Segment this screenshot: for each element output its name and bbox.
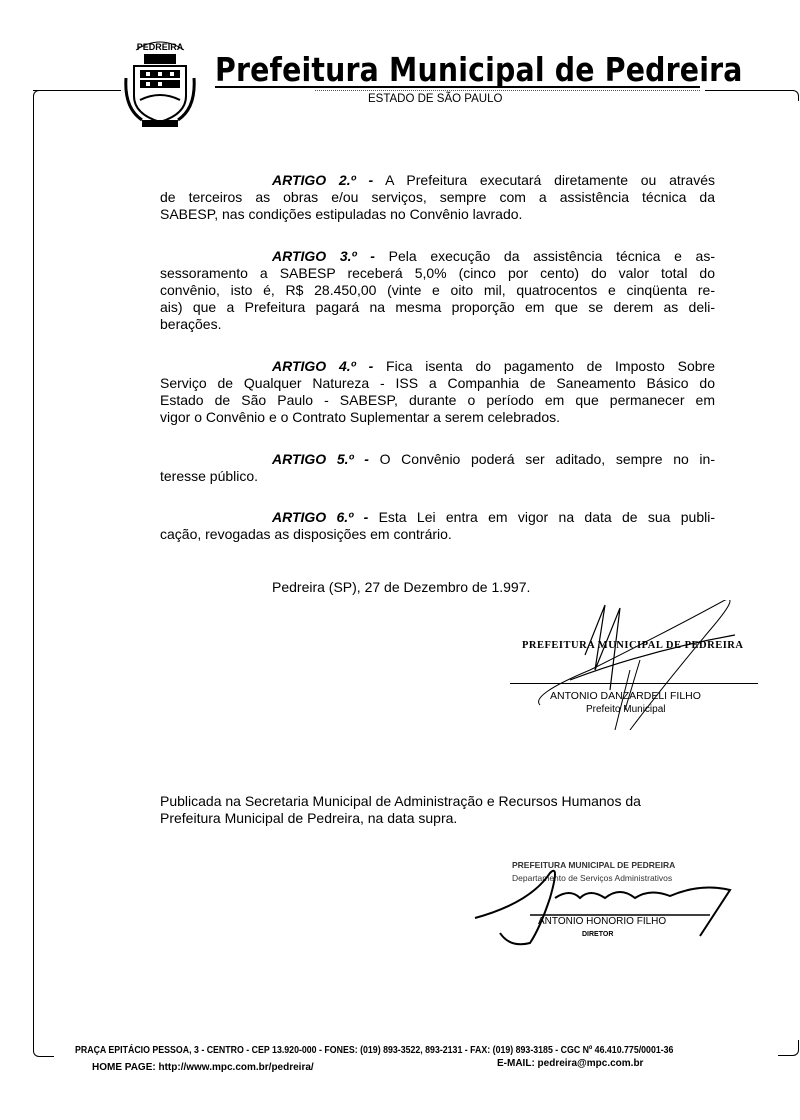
page-frame-top-right [705, 90, 799, 101]
director-signature-block [470, 858, 750, 953]
article-text: sessoramento a SABESP receberá 5,0% (cinco por cento) do valor total do [160, 265, 715, 281]
article-5 [160, 451, 715, 485]
article-text: ais) que a Prefeitura pagará na mesma proporção em que se derem as deli- [160, 299, 715, 315]
title-underline-dotted [315, 90, 700, 91]
handwritten-signature [470, 858, 750, 953]
article-text: A Prefeitura executará diretamente ou através [373, 172, 715, 188]
article-text: de terceiros as obras e/ou serviços, sempre com a assistência técnica da [160, 189, 715, 205]
article-text: berações. [160, 316, 222, 332]
article-label: ARTIGO 4.º - [272, 358, 374, 374]
publication-line: Prefeitura Municipal de Pedreira, na data supra. [160, 810, 458, 826]
mayor-signature-block [510, 600, 760, 730]
article-text: vigor o Convênio e o Contrato Suplementar a serem celebrados. [160, 409, 560, 425]
article-label: ARTIGO 5.º - [272, 451, 369, 467]
article-text: convênio, isto é, R$ 28.450,00 (vinte e oito mil, quatrocentos e cinqüenta re- [160, 282, 715, 298]
article-text: cação, revogadas as disposições em contrário. [160, 526, 452, 542]
article-text: Pela execução da assistência técnica e as- [374, 248, 715, 264]
article-4 [160, 358, 715, 426]
article-label: ARTIGO 2.º - [272, 172, 374, 188]
state-subtitle: ESTADO DE SÃO PAULO [368, 93, 503, 105]
signer-name: ANTONIO DANZARDELI FILHO [550, 690, 701, 702]
article-3 [160, 248, 715, 333]
article-text: Serviço de Qualquer Natureza - ISS a Companhia de Saneamento Básico do [160, 375, 715, 391]
signer-role: DIRETOR [582, 931, 614, 938]
svg-text:PEDREIRA: PEDREIRA [136, 42, 184, 52]
footer-email[interactable]: E-MAIL: pedreira@mpc.com.br [497, 1058, 644, 1069]
signer-role: Prefeito Municipal [586, 704, 666, 715]
municipal-crest-logo [122, 38, 198, 130]
department-text: Departamento de Serviços Administrativos [512, 873, 673, 883]
publication-line: Publicada na Secretaria Municipal de Administração e Recursos Humanos da [160, 793, 641, 809]
publication-note [160, 793, 641, 827]
article-text: teresse público. [160, 468, 259, 484]
article-text: Fica isenta do pagamento de Imposto Sobre [373, 358, 715, 374]
article-label: ARTIGO 3.º - [272, 248, 375, 264]
title-underline [215, 86, 700, 88]
date-line: Pedreira (SP), 27 de Dezembro de 1.997. [272, 579, 531, 595]
article-text: Estado de São Paulo - SABESP, durante o período em que permanecer em [160, 392, 715, 408]
stamp-text: PREFEITURA MUNICIPAL DE PEDREIRA [512, 860, 676, 870]
stamp-text: PREFEITURA MUNICIPAL DE PEDREIRA [522, 640, 744, 651]
handwritten-signature [510, 600, 760, 730]
article-text: O Convênio poderá ser aditado, sempre no in- [368, 451, 715, 467]
article-text: Esta Lei entra em vigor na data de sua publi- [368, 509, 715, 525]
article-text: SABESP, nas condições estipuladas no Convênio lavrado. [160, 206, 523, 222]
article-2 [160, 172, 715, 223]
page-title: Prefeitura Municipal de Pedreira [215, 50, 743, 89]
footer-homepage[interactable]: HOME PAGE: http://www.mpc.com.br/pedreira/ [92, 1062, 314, 1073]
footer-address: PRAÇA EPITÁCIO PESSOA, 3 - CENTRO - CEP 13.920-000 - FONES: (019) 893-3522, 893-2131 - FAX: (019) 893-3185 - CGC Nº 46.410.775/0001-36 [75, 1045, 674, 1056]
page-frame-bottom-right [778, 1040, 799, 1056]
page-frame-left [33, 90, 54, 1057]
article-label: ARTIGO 6.º - [272, 509, 369, 525]
article-6 [160, 509, 715, 543]
signer-name: ANTONIO HONORIO FILHO [538, 916, 667, 927]
